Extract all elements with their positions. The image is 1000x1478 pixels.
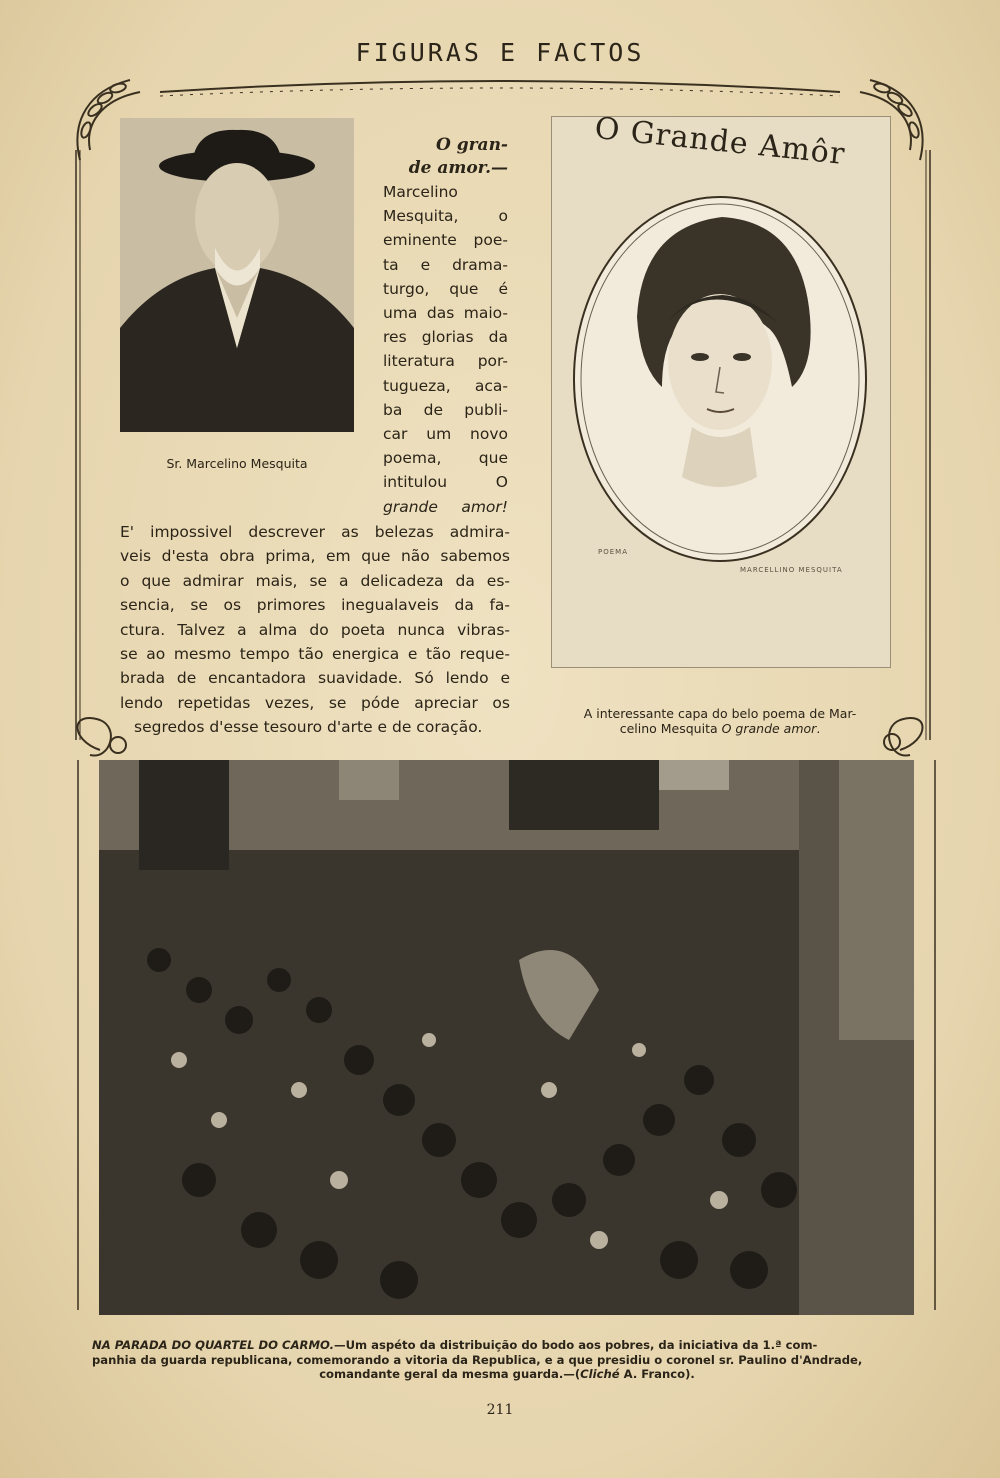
caption-line: panhia da guarda republicana, comemorando a vitoria da Republica, e a que presidiu o coronel sr. Paulino d'Andrade, (92, 1352, 863, 1367)
article-heading-line: de amor.— (408, 158, 508, 178)
caption-text: comandante geral da mesma guarda.—( (319, 1367, 581, 1381)
article-line: se ao mesmo tempo tão energica e tão reque- (120, 645, 510, 664)
page-number: 211 (486, 1402, 514, 1418)
article-line: veis d'esta obra prima, em que não sabemos (120, 547, 510, 566)
article-line: literatura por- (383, 352, 508, 371)
article-line: segredos d'esse tesouro d'arte e de coração. (134, 718, 483, 737)
article-line-italic: grande amor! (383, 497, 508, 516)
article-line: eminente poe- (383, 231, 508, 250)
book-cover-image (551, 116, 891, 668)
caption-text: A. Franco). (619, 1367, 695, 1381)
cover-caption-line (551, 721, 889, 736)
article-line: Marcelino (383, 183, 458, 201)
caption-italic: Cliché (580, 1367, 620, 1381)
article-line: Mesquita, o (383, 207, 508, 226)
article-heading-line: O gran- (435, 135, 508, 155)
article-line: res glorias da (383, 328, 508, 347)
crowd-photo (99, 760, 914, 1315)
caption-line (92, 1338, 922, 1353)
article-line: ba de publi- (383, 400, 508, 419)
cover-label-right: MARCELLINO MESQUITA (740, 566, 843, 574)
crowd-photo-caption (92, 1338, 922, 1382)
article-line: tugueza, aca- (383, 376, 508, 395)
article-line: ta e drama- (383, 255, 508, 274)
article-line: E' impossivel descrever as belezas admira- (120, 523, 510, 541)
article-line: intitulou O (383, 473, 508, 492)
cover-title: O Grande Amôr (593, 110, 847, 173)
article-line: ctura. Talvez a alma do poeta nunca vibras- (120, 620, 510, 639)
article-line: car um novo (383, 425, 508, 444)
cover-caption-text: celino Mesquita (619, 721, 722, 736)
cover-label-left: POEMA (598, 548, 628, 556)
caption-line (92, 1367, 922, 1382)
article-heading (383, 134, 508, 180)
article-line: uma das maio- (383, 304, 508, 323)
article-line: sencia, se os primores inegualaveis da fa- (120, 596, 510, 615)
portrait-photo (120, 118, 354, 432)
cover-caption-text: . (816, 721, 821, 736)
article-narrow-column (383, 180, 508, 519)
page-header-title: FIGURAS E FACTOS (355, 38, 645, 67)
caption-text: —Um aspéto da distribuição do bodo aos pobres, da iniciativa da 1.ª com- (334, 1338, 818, 1352)
article-line: poema, que (383, 449, 508, 468)
article-line: turgo, que é (383, 279, 508, 298)
article-line: o que admirar mais, se a delicadeza da es- (120, 571, 510, 590)
article-line: lendo repetidas vezes, se póde apreciar os (120, 693, 510, 712)
cover-caption-line: A interessante capa do belo poema de Mar- (583, 706, 857, 721)
cover-caption-italic: O grande amor (721, 721, 817, 736)
portrait-caption: Sr. Marcelino Mesquita (166, 456, 308, 471)
cover-caption (551, 706, 889, 736)
article-wide-column (120, 520, 510, 740)
article-line: brada de encantadora suavidade. Só lendo e (120, 669, 510, 688)
caption-italic-head: NA PARADA DO QUARTEL DO CARMO. (92, 1338, 335, 1352)
